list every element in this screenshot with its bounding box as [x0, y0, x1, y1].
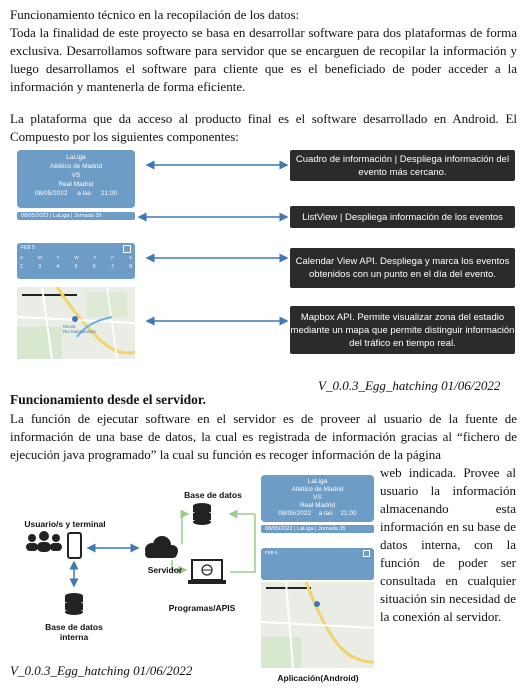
programs-icon — [188, 560, 226, 584]
calendar-title: FEB 5 — [21, 245, 35, 251]
app-map — [261, 582, 374, 668]
app-card-at: a las — [318, 510, 333, 517]
card-date: 08/05/2022 — [34, 190, 68, 197]
phone-icon — [68, 533, 81, 558]
database-icon — [193, 503, 211, 525]
user-label: Usuario/s y terminal — [24, 519, 106, 529]
server-paragraph-side: web indicada. Provee al usuario la información almacenando esta información en su base de datos interna, con la función de poder ser consultada en cualquier situación sin necesidad de la conexión al servidor. — [380, 465, 516, 624]
calendar-date-cell[interactable]: 7 — [111, 264, 114, 270]
app-card-vs: VS — [313, 494, 322, 501]
calendar-view — [17, 243, 135, 279]
card-vs: VS — [71, 172, 81, 179]
users-icon — [26, 531, 62, 552]
component-calendar-box — [290, 248, 515, 288]
component-calendar-text: Calendar View API. Despliega y marca los eventos obtenidos con un punto en el día del evento. — [295, 256, 510, 280]
app-card-date: 08/05/2022 — [278, 510, 311, 517]
calendar-date-cell[interactable]: 8 — [129, 264, 132, 270]
card-datetime — [17, 190, 135, 197]
version-stamp-2: V_0.0.3_Egg_hatching 01/06/2022 — [10, 663, 193, 678]
list-view-row: 08/05/2022 | LaLiga | Jornada 35 — [17, 212, 135, 220]
internal-db-label: Base de datos interna — [45, 622, 103, 642]
calendar-weekday: F — [111, 255, 115, 260]
app-event-card — [261, 475, 374, 522]
calendar-weekday: M — [37, 255, 42, 260]
app-card-time: 21:00 — [340, 510, 357, 517]
card-home-team: Atlético de Madrid — [49, 163, 103, 170]
calendar-weekdays — [20, 255, 132, 260]
server-paragraph-top: La función de ejecutar software en el servidor es de proveer al usuario de la fuente de información de una base de datos, la cual es registrada de información gracias al “fichero de ejecución java programado” la cual su función es recoger información de la página — [10, 411, 517, 462]
component-arrows — [135, 145, 295, 365]
component-map-box — [290, 306, 515, 354]
calendar-dates — [20, 264, 132, 270]
app-card-away: Real Madrid — [299, 502, 336, 509]
component-info-box — [290, 150, 515, 181]
app-card-home: Atlético de Madrid — [291, 486, 344, 493]
map-label: Nivola Rio Manzanares — [63, 324, 96, 334]
calendar-date-cell[interactable]: 6 — [92, 264, 96, 270]
calendar-weekday: T — [56, 255, 60, 260]
version-stamp-1: V_0.0.3_Egg_hatching 01/06/2022 — [318, 378, 501, 393]
map-view — [17, 287, 135, 359]
map-roads — [17, 287, 135, 359]
calendar-weekday: T — [93, 255, 97, 260]
app-list-row: 08/05/2022 | LaLiga | Jornada 35 — [261, 525, 374, 533]
card-away-team: Real Madrid — [58, 181, 94, 188]
component-listview-text: ListView | Despliega información de los eventos — [302, 211, 503, 223]
app-label: Aplicación(Android) — [277, 673, 359, 683]
app-map-roads — [261, 582, 374, 668]
cloud-icon — [145, 536, 178, 558]
platform-paragraph: La plataforma que da acceso al producto final es el software desarrollado en Android. El Compuesto por los siguientes componentes: — [10, 111, 517, 144]
app-calendar-title: FEB 5 — [265, 550, 278, 555]
server-label: Servidor — [147, 565, 183, 575]
component-listview-box — [290, 206, 515, 228]
calendar-weekday: W — [74, 255, 79, 260]
calendar-weekday: S — [20, 255, 24, 260]
intro-heading: Funcionamiento técnico en la recopilación de los datos: — [10, 7, 300, 22]
calendar-weekday: S — [128, 255, 132, 260]
calendar-date-cell[interactable]: 3 — [38, 264, 41, 270]
app-card-datetime — [261, 510, 374, 517]
programs-label: Programas/APIS — [168, 603, 236, 613]
component-map-text: Mapbox API. Permite visualizar zona del estadio mediante un mapa que permite distinguir información del tráfico en tiempo real. — [290, 311, 515, 349]
internal-database-icon — [65, 593, 83, 615]
app-card-league: LaLiga — [307, 478, 328, 485]
card-league: LaLiga — [66, 154, 86, 161]
event-info-card — [17, 150, 135, 208]
card-at: a las — [77, 190, 91, 197]
calendar-date-cell[interactable]: 4 — [56, 264, 60, 270]
calendar-date-cell[interactable]: 2 — [20, 264, 23, 270]
app-calendar — [261, 548, 374, 580]
app-calendar-icon — [363, 550, 370, 557]
db-label: Base de datos — [184, 490, 242, 500]
server-heading: Funcionamiento desde el servidor. — [10, 392, 207, 407]
calendar-date-cell[interactable]: 5 — [74, 264, 78, 270]
calendar-icon — [123, 245, 131, 253]
card-time: 21:00 — [100, 190, 118, 197]
intro-paragraph: Toda la finalidad de este proyecto se basa en desarrollar software para dos plataformas de forma exclusiva. Desarrollamos software para servidor que se encarguen de recopilar la información y luego desarrollamos el software para cliente que es el beneficiado de poder acceder a la información y mantenerla de forma eficiente. — [10, 25, 517, 94]
component-info-text: Cuadro de información | Despliega información del evento más cercano. — [295, 153, 510, 178]
